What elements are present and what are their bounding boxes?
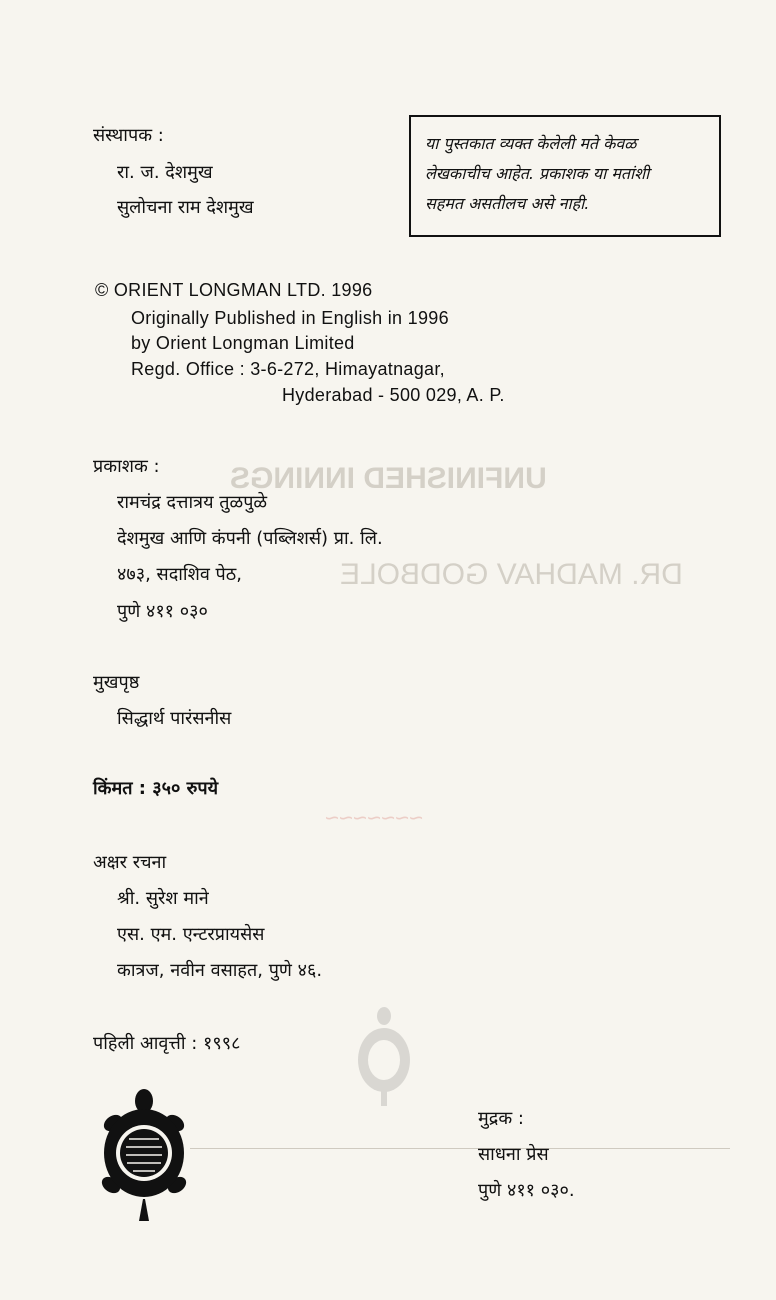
founder-name: रा. ज. देशमुख xyxy=(117,162,213,183)
price: किंमत : ३५० रुपये xyxy=(93,778,219,799)
disclaimer-line: या पुस्तकात व्यक्त केलेली मते केवळ xyxy=(425,134,637,153)
cover-artist: सिद्धार्थ पारंसनीस xyxy=(117,708,232,729)
divider-rule xyxy=(190,1148,730,1149)
copyright-line: © ORIENT LONGMAN LTD. 1996 xyxy=(95,280,373,300)
original-publisher: by Orient Longman Limited xyxy=(131,333,355,353)
edition: पहिली आवृत्ती : १९९८ xyxy=(93,1033,241,1054)
disclaimer-box xyxy=(409,115,721,237)
publisher-line: ४७३, सदाशिव पेठ, xyxy=(117,564,242,585)
registered-address: Hyderabad - 500 029, A. P. xyxy=(282,385,505,405)
cover-heading: मुखपृष्ठ xyxy=(93,672,140,693)
bleed-through-text: DR. MADHAV GODBOLE xyxy=(340,558,683,591)
printer-line: पुणे ४११ ०३०. xyxy=(478,1180,575,1201)
typesetting-line: श्री. सुरेश माने xyxy=(117,888,209,909)
publisher-line: देशमुख आणि कंपनी (पब्लिशर्स) प्रा. लि. xyxy=(117,528,383,549)
publisher-heading: प्रकाशक : xyxy=(93,456,160,477)
printer-heading: मुद्रक : xyxy=(478,1108,524,1129)
turtle-emblem-shadow xyxy=(352,1002,416,1112)
typesetting-line: एस. एम. एन्टरप्रायसेस xyxy=(117,924,265,945)
printer-line: साधना प्रेस xyxy=(478,1144,549,1165)
typesetting-heading: अक्षर रचना xyxy=(93,852,167,873)
original-publication: Originally Published in English in 1996 xyxy=(131,308,449,328)
registered-office: Regd. Office : 3-6-272, Himayatnagar, xyxy=(131,359,445,379)
bleed-through-text: ~~~~~~~ xyxy=(325,805,424,832)
disclaimer-line: लेखकाचीच आहेत. प्रकाशक या मतांशी xyxy=(425,164,650,183)
turtle-logo-icon xyxy=(99,1087,189,1223)
publisher-line: पुणे ४११ ०३० xyxy=(117,601,208,622)
disclaimer-line: सहमत असतीलच असे नाही. xyxy=(425,194,590,213)
bleed-through-text: UNFINISHED INNINGS xyxy=(230,462,547,495)
typesetting-line: कात्रज, नवीन वसाहत, पुणे ४६. xyxy=(117,960,323,981)
publisher-line: रामचंद्र दत्तात्रय तुळपुळे xyxy=(117,492,268,513)
founders-heading: संस्थापक : xyxy=(93,125,164,146)
founder-name: सुलोचना राम देशमुख xyxy=(117,197,254,218)
